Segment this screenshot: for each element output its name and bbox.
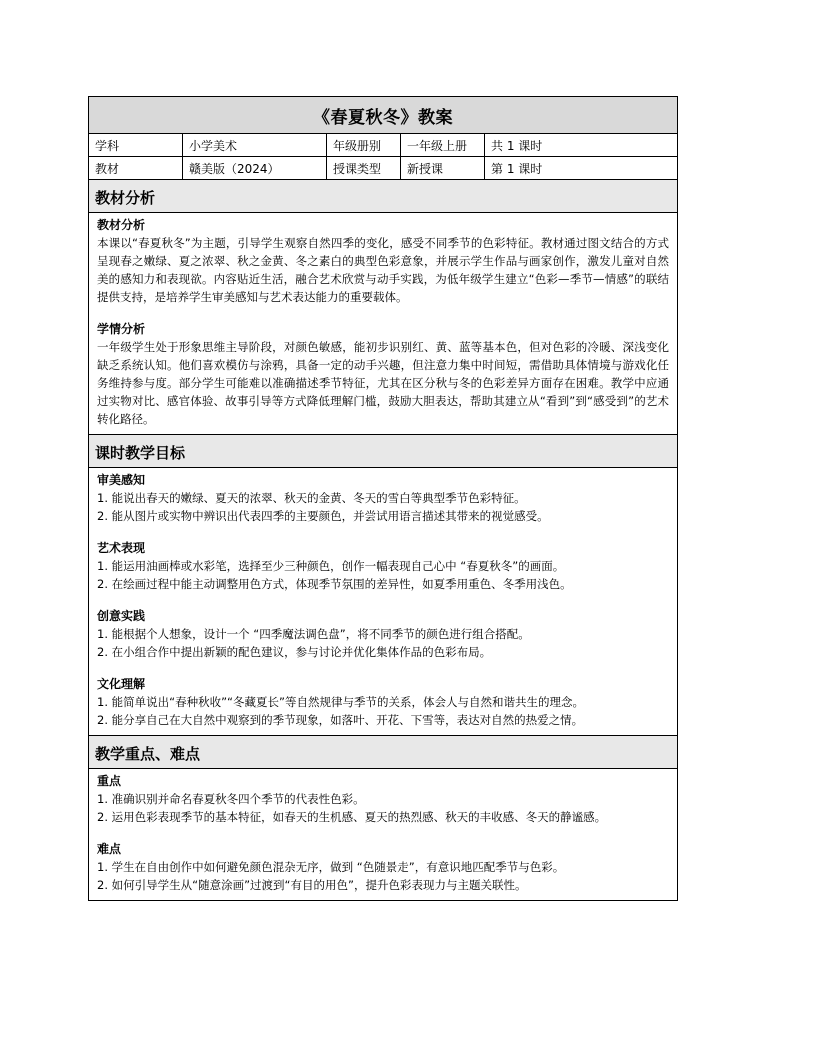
goal-expression-item: 2. 在绘画过程中能主动调整用色方式，体现季节氛围的差异性，如夏季用重色、冬季用浅色。: [97, 577, 572, 591]
student-analysis-text: 一年级学生处于形象思维主导阶段，对颜色敏感，能初步识别红、黄、蓝等基本色，但对色彩的冷暖、深浅变化缺乏系统认知。他们喜欢模仿与涂鸦，具备一定的动手兴趣，但注意力集中时间短，需借助具体情境与游戏化任务维持参与度。部分学生可能难以准确描述季节特征，尤其在区分秋与冬的色彩差异方面存在困难。教学中应通过实物对比、感官体验、故事引导等方式降低理解门槛，鼓励大胆表达，帮助其建立从“看到”到“感受到”的艺术转化路径。: [97, 340, 669, 426]
goal-aesthetic-title: 审美感知: [97, 473, 146, 487]
goal-culture-item: 1. 能简单说出“春种秋收”“冬藏夏长”等自然规律与季节的关系，体会人与自然和谐共生的理念。: [97, 695, 584, 709]
textbook-label: 教材: [89, 157, 183, 179]
focus-heading: 教学重点、难点: [89, 736, 677, 769]
grade-label: 年级册别: [327, 134, 401, 156]
textbook-value: 赣美版（2024）: [183, 157, 327, 179]
focus-body: [89, 769, 677, 900]
difficult-point-item: 2. 如何引导学生从“随意涂画”过渡到“有目的用色”，提升色彩表现力与主题关联性。: [97, 878, 527, 892]
key-point-item: 1. 准确识别并命名春夏秋冬四个季节的代表性色彩。: [97, 792, 365, 806]
goal-culture-item: 2. 能分享自己在大自然中观察到的季节现象，如落叶、开花、下雪等，表达对自然的热爱之情。: [97, 713, 584, 727]
goals-body: [89, 468, 677, 736]
info-row-1: [89, 134, 677, 157]
goal-culture-title: 文化理解: [97, 677, 146, 691]
difficult-points-title: 难点: [97, 842, 122, 856]
grade-value: 一年级上册: [401, 134, 485, 156]
material-analysis-text: 本课以“春夏秋冬”为主题，引导学生观察自然四季的变化，感受不同季节的色彩特征。教材通过图文结合的方式呈现春之嫩绿、夏之浓翠、秋之金黄、冬之素白的典型色彩意象，并展示学生作品与画家创作，激发儿童对自然美的感知力和表现欲。内容贴近生活，融合艺术欣赏与动手实践，为低年级学生建立“色彩—季节—情感”的联结提供支持，是培养学生审美感知与艺术表达能力的重要载体。: [97, 236, 669, 304]
info-row-2: [89, 157, 677, 180]
difficult-point-item: 1. 学生在自由创作中如何避免颜色混杂无序，做到 “色随景走”，有意识地匹配季节与色彩。: [97, 860, 565, 874]
total-periods: 共 1 课时: [491, 138, 543, 153]
lesson-plan-table: [88, 96, 678, 901]
document-title: 《春夏秋冬》教案: [89, 97, 677, 134]
goal-creative-item: 1. 能根据个人想象，设计一个 “四季魔法调色盘”，将不同季节的颜色进行组合搭配。: [97, 627, 530, 641]
subject-label: 学科: [89, 134, 183, 156]
goal-creative-title: 创意实践: [97, 609, 146, 623]
current-period: 第 1 课时: [491, 161, 543, 176]
goal-expression-title: 艺术表现: [97, 541, 146, 555]
material-analysis-title: 教材分析: [97, 218, 146, 232]
analysis-body: [89, 213, 677, 435]
student-analysis-title: 学情分析: [97, 322, 146, 336]
lesson-type-value: 新授课: [401, 157, 485, 179]
goal-aesthetic-item: 2. 能从图片或实物中辨识出代表四季的主要颜色，并尝试用语言描述其带来的视觉感受。: [97, 509, 549, 523]
lesson-type-label: 授课类型: [327, 157, 401, 179]
goal-expression-item: 1. 能运用油画棒或水彩笔，选择至少三种颜色，创作一幅表现自己心中 “春夏秋冬”的画面。: [97, 559, 565, 573]
analysis-heading: 教材分析: [89, 180, 677, 213]
key-point-item: 2. 运用色彩表现季节的基本特征，如春天的生机感、夏天的热烈感、秋天的丰收感、冬天的静谧感。: [97, 810, 607, 824]
goal-aesthetic-item: 1. 能说出春天的嫩绿、夏天的浓翠、秋天的金黄、冬天的雪白等典型季节色彩特征。: [97, 491, 526, 505]
goals-heading: 课时教学目标: [89, 435, 677, 468]
key-points-title: 重点: [97, 774, 122, 788]
subject-value: 小学美术: [183, 134, 327, 156]
goal-creative-item: 2. 在小组合作中提出新颖的配色建议，参与讨论并优化集体作品的色彩布局。: [97, 645, 492, 659]
